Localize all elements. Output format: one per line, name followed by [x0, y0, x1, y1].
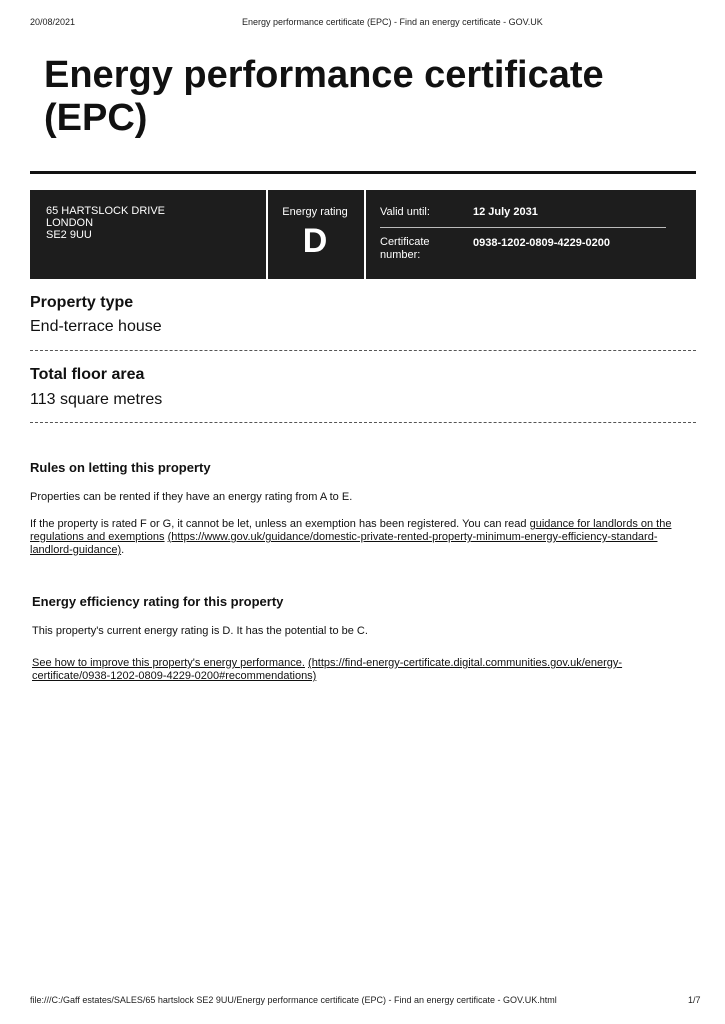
floor-area-value: 113 square metres: [30, 391, 163, 408]
print-page-title: Energy performance certificate (EPC) - Find an energy certificate - GOV.UK: [242, 17, 543, 27]
energy-rating-label: Energy rating: [282, 206, 348, 218]
title-divider: [30, 171, 696, 174]
certificate-summary: [30, 190, 696, 279]
landlord-guidance-link[interactable]: guidance for landlords on the regulations and exemptions: [30, 518, 672, 543]
print-file-path: file:///C:/Gaff estates/SALES/65 hartslock SE2 9UU/Energy performance certificate (EPC) - Find an energy certificate - GOV.UK.html: [30, 995, 557, 1005]
property-type-divider: [30, 350, 696, 351]
letting-rules-end: .: [121, 544, 125, 556]
letting-rules-paragraph-2: [30, 518, 698, 557]
property-type-heading: Property type: [30, 294, 134, 311]
efficiency-paragraph: This property's current energy rating is D. It has the potential to be C.: [32, 625, 368, 637]
floor-area-divider: [30, 422, 696, 423]
property-address: [30, 190, 268, 279]
valid-until-label: Valid until:: [380, 206, 430, 218]
improve-performance-url[interactable]: (https://find-energy-certificate.digital.communities.gov.uk/energy-certificate/0938-1202-0809-4229-0200#recommendations): [32, 657, 623, 682]
efficiency-heading: Energy efficiency rating for this property: [32, 594, 284, 609]
certificate-info-divider: [380, 227, 666, 228]
address-line-2: LONDON: [46, 217, 94, 229]
print-page-number: 1/7: [688, 995, 701, 1005]
certificate-number-value: 0938-1202-0809-4229-0200: [473, 237, 611, 249]
letting-rules-text: If the property is rated F or G, it cannot be let, unless an exemption has been registered. You can read: [30, 518, 530, 530]
certificate-info: [366, 190, 696, 279]
address-line-1: 65 HARTSLOCK DRIVE: [46, 205, 166, 217]
property-type-value: End-terrace house: [30, 318, 162, 335]
print-date: 20/08/2021: [30, 17, 76, 27]
certificate-number-label: Certificate number:: [380, 236, 430, 261]
valid-until-value: 12 July 2031: [473, 206, 538, 218]
letting-rules-paragraph-1: Properties can be rented if they have an energy rating from A to E.: [30, 491, 353, 503]
improve-performance-link[interactable]: See how to improve this property's energy performance.: [32, 657, 305, 669]
energy-rating-letter: D: [302, 222, 328, 260]
landlord-guidance-url[interactable]: (https://www.gov.uk/guidance/domestic-private-rented-property-minimum-energy-efficiency-standard-landlord-guidance): [30, 531, 658, 556]
page-title: Energy performance certificate (EPC): [44, 54, 604, 139]
floor-area-heading: Total floor area: [30, 366, 145, 383]
energy-rating-box: [268, 190, 366, 279]
address-line-3: SE2 9UU: [46, 229, 92, 241]
efficiency-link-block: [32, 657, 672, 683]
letting-rules-heading: Rules on letting this property: [30, 460, 211, 475]
